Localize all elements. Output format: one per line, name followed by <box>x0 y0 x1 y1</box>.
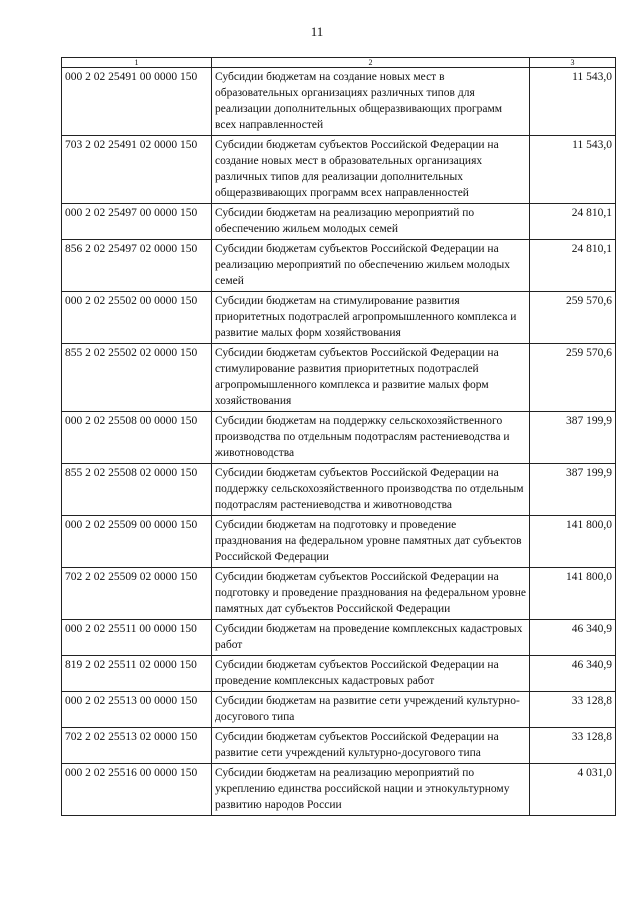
row-amount-cell: 387 199,9 <box>530 412 616 464</box>
table-row <box>62 412 616 464</box>
row-code-cell: 000 2 02 25497 00 0000 150 <box>62 204 212 240</box>
row-name-cell: Субсидии бюджетам субъектов Российской Федерации на проведение комплексных кадастровых работ <box>212 656 530 692</box>
row-code-cell: 000 2 02 25508 00 0000 150 <box>62 412 212 464</box>
row-code-cell: 000 2 02 25491 00 0000 150 <box>62 68 212 136</box>
row-code-cell: 000 2 02 25509 00 0000 150 <box>62 516 212 568</box>
table-row <box>62 764 616 816</box>
row-code-cell: 703 2 02 25491 02 0000 150 <box>62 136 212 204</box>
row-amount-cell: 259 570,6 <box>530 344 616 412</box>
row-amount-cell: 4 031,0 <box>530 764 616 816</box>
row-code-cell: 000 2 02 25513 00 0000 150 <box>62 692 212 728</box>
row-amount-cell: 24 810,1 <box>530 240 616 292</box>
table-row <box>62 136 616 204</box>
row-code-cell: 855 2 02 25502 02 0000 150 <box>62 344 212 412</box>
row-code-cell: 856 2 02 25497 02 0000 150 <box>62 240 212 292</box>
column-number-3: 3 <box>530 58 616 68</box>
table-row <box>62 728 616 764</box>
row-name-cell: Субсидии бюджетам субъектов Российской Федерации на поддержку сельскохозяйственного производства по отдельным подотраслям растениеводства и животноводства <box>212 464 530 516</box>
page-number: 11 <box>310 24 324 39</box>
row-amount-cell: 33 128,8 <box>530 692 616 728</box>
column-number-1: 1 <box>62 58 212 68</box>
row-name-cell: Субсидии бюджетам на подготовку и проведение празднования на федеральном уровне памятных дат субъектов Российской Федерации <box>212 516 530 568</box>
row-amount-cell: 141 800,0 <box>530 568 616 620</box>
column-number-2: 2 <box>212 58 530 68</box>
table-row <box>62 204 616 240</box>
row-amount-cell: 11 543,0 <box>530 68 616 136</box>
row-name-cell: Субсидии бюджетам на реализацию мероприятий по укреплению единства российской нации и этнокультурному развитию народов России <box>212 764 530 816</box>
row-amount-cell: 387 199,9 <box>530 464 616 516</box>
table-row <box>62 692 616 728</box>
table-row <box>62 620 616 656</box>
row-name-cell: Субсидии бюджетам на создание новых мест в образовательных организациях различных типов для реализации дополнительных общеразвивающих программ всех направленностей <box>212 68 530 136</box>
column-number-row <box>62 58 616 68</box>
row-code-cell: 000 2 02 25511 00 0000 150 <box>62 620 212 656</box>
row-amount-cell: 33 128,8 <box>530 728 616 764</box>
row-code-cell: 000 2 02 25516 00 0000 150 <box>62 764 212 816</box>
row-amount-cell: 141 800,0 <box>530 516 616 568</box>
row-amount-cell: 259 570,6 <box>530 292 616 344</box>
table-row <box>62 240 616 292</box>
row-name-cell: Субсидии бюджетам субъектов Российской Федерации на подготовку и проведение празднования на федеральном уровне памятных дат субъектов Российской Федерации <box>212 568 530 620</box>
table-row <box>62 68 616 136</box>
row-name-cell: Субсидии бюджетам на реализацию мероприятий по обеспечению жильем молодых семей <box>212 204 530 240</box>
row-name-cell: Субсидии бюджетам субъектов Российской Федерации на реализацию мероприятий по обеспечению жильем молодых семей <box>212 240 530 292</box>
row-name-cell: Субсидии бюджетам на проведение комплексных кадастровых работ <box>212 620 530 656</box>
row-code-cell: 702 2 02 25509 02 0000 150 <box>62 568 212 620</box>
table-row <box>62 292 616 344</box>
row-amount-cell: 24 810,1 <box>530 204 616 240</box>
row-amount-cell: 11 543,0 <box>530 136 616 204</box>
budget-table <box>61 57 616 816</box>
row-amount-cell: 46 340,9 <box>530 656 616 692</box>
row-name-cell: Субсидии бюджетам субъектов Российской Федерации на развитие сети учреждений культурно-досугового типа <box>212 728 530 764</box>
row-amount-cell: 46 340,9 <box>530 620 616 656</box>
table-row <box>62 516 616 568</box>
table-row <box>62 344 616 412</box>
row-code-cell: 855 2 02 25508 02 0000 150 <box>62 464 212 516</box>
table-row <box>62 464 616 516</box>
row-name-cell: Субсидии бюджетам субъектов Российской Федерации на стимулирование развития приоритетных подотраслей агропромышленного комплекса и развитие малых форм хозяйствования <box>212 344 530 412</box>
row-name-cell: Субсидии бюджетам на развитие сети учреждений культурно-досугового типа <box>212 692 530 728</box>
row-code-cell: 702 2 02 25513 02 0000 150 <box>62 728 212 764</box>
table-row <box>62 656 616 692</box>
row-name-cell: Субсидии бюджетам субъектов Российской Федерации на создание новых мест в образовательных организациях различных типов для реализации дополнительных общеразвивающих программ всех направленностей <box>212 136 530 204</box>
row-name-cell: Субсидии бюджетам на стимулирование развития приоритетных подотраслей агропромышленного комплекса и развитие малых форм хозяйствования <box>212 292 530 344</box>
row-code-cell: 000 2 02 25502 00 0000 150 <box>62 292 212 344</box>
row-name-cell: Субсидии бюджетам на поддержку сельскохозяйственного производства по отдельным подотраслям растениеводства и животноводства <box>212 412 530 464</box>
table-row <box>62 568 616 620</box>
row-code-cell: 819 2 02 25511 02 0000 150 <box>62 656 212 692</box>
